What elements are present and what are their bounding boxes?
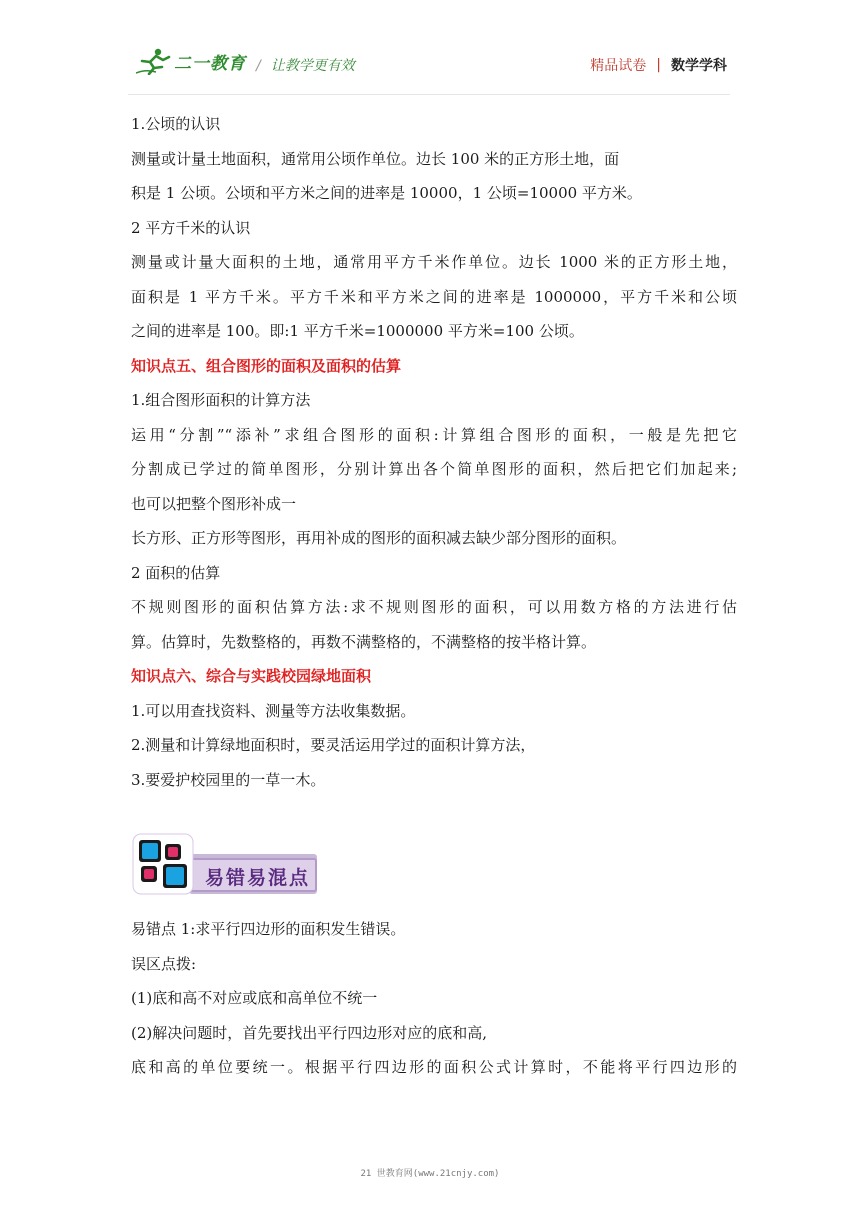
text-line: 易错点 1:求平行四边形的面积发生错误。 xyxy=(131,920,406,938)
text-line: 误区点拨: xyxy=(131,954,197,973)
text-line: 长方形、正方形等图形，再用补成的图形的面积减去缺少部分图形的面积。 xyxy=(131,529,627,547)
main-content xyxy=(131,107,737,797)
text-line: 测量或计量土地面积，通常用公顷作单位。边长 100 米的正方形土地，面 xyxy=(131,149,620,168)
slogan xyxy=(256,55,355,75)
text-line: 2 面积的估算 xyxy=(131,563,221,582)
text-line: 分割成已学过的简单图形，分别计算出各个简单图形的面积，然后把它们加起来; xyxy=(131,460,737,478)
text-line: 1.可以用查找资料、测量等方法收集数据。 xyxy=(131,701,416,720)
text-line: 3.要爱护校园里的一草一木。 xyxy=(131,770,326,789)
section-heading: 知识点六、综合与实践校园绿地面积 xyxy=(131,667,372,685)
runner-logo-icon xyxy=(136,47,172,75)
header-meta xyxy=(590,55,727,75)
text-line: 底和高的单位要统一。根据平行四边形的面积公式计算时，不能将平行四边形的 xyxy=(131,1058,737,1076)
text-line: 积是 1 公顷。公顷和平方米之间的进率是 10000，1 公顷=10000 平方米。 xyxy=(131,184,642,202)
page-header xyxy=(0,0,860,100)
brand-logo xyxy=(136,47,246,75)
page-footer: 21 世教育网(www.21cnjy.com) xyxy=(360,1169,500,1179)
text-line: 2 平方千米的认识 xyxy=(131,218,251,237)
text-line: 也可以把整个图形补成一 xyxy=(131,494,297,513)
text-line: 面积是 1 平方千米。平方千米和平方米之间的进率是 1000000，平方千米和公顷 xyxy=(131,287,737,306)
slogan-separator: / xyxy=(256,58,261,74)
text-line: 不规则图形的面积估算方法:求不规则图形的面积，可以用数方格的方法进行估 xyxy=(131,598,737,616)
section-heading: 知识点五、组合图形的面积及面积的估算 xyxy=(131,356,402,375)
text-line: 运用“分割”“添补”求组合图形的面积:计算组合图形的面积，一般是先把它 xyxy=(131,425,737,444)
puzzle-squares-icon xyxy=(131,830,195,896)
text-line: 算。估算时，先数整格的，再数不满整格的，不满整格的按半格计算。 xyxy=(131,632,597,651)
header-separator: | xyxy=(656,57,661,73)
text-line: 测量或计量大面积的土地，通常用平方千米作单位。边长 1000 米的正方形土地， xyxy=(131,253,737,271)
logo-text: 二一教育 xyxy=(174,53,246,74)
text-line: (2)解决问题时，首先要找出平行四边形对应的底和高, xyxy=(131,1023,488,1042)
section-badge xyxy=(131,830,331,900)
badge-title: 易错易混点 xyxy=(205,867,311,889)
slogan-text: 让教学更有效 xyxy=(270,58,355,74)
text-line: 1.公顷的认识 xyxy=(131,115,221,133)
text-line: 之间的进率是 100。即:1 平方千米=1000000 平方米=100 公顷。 xyxy=(131,322,584,340)
error-points-content xyxy=(131,912,737,1085)
subject-label: 数学学科 xyxy=(671,58,727,74)
text-line: (1)底和高不对应或底和高单位不统一 xyxy=(131,989,378,1007)
header-divider xyxy=(128,94,730,95)
text-line: 2.测量和计算绿地面积时，要灵活运用学过的面积计算方法， xyxy=(131,736,536,754)
quality-label: 精品试卷 xyxy=(590,58,647,74)
text-line: 1.组合图形面积的计算方法 xyxy=(131,391,311,409)
